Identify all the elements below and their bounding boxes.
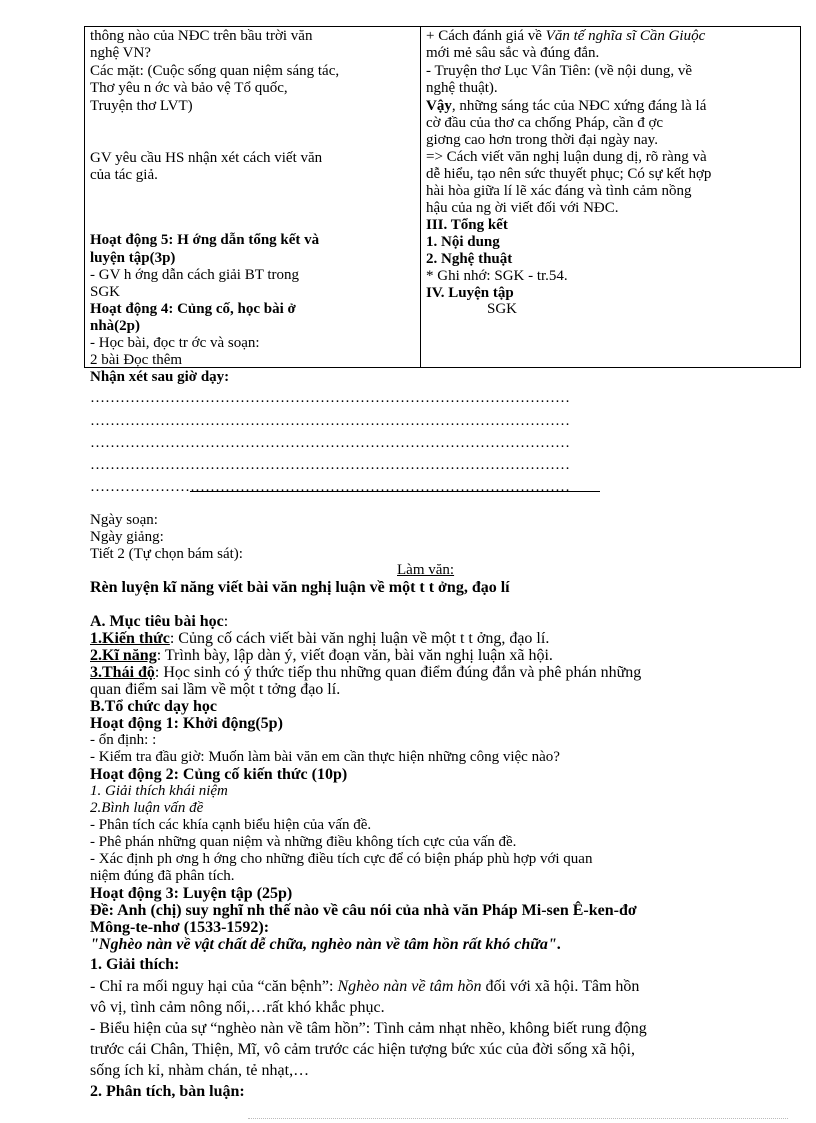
table-left-heading: Hoạt động 4: Củng cố, học bài ở xyxy=(90,301,296,317)
explain-italic: Nghèo nàn về tâm hồn xyxy=(337,978,482,995)
table-left-line: 2 bài Đọc thêm xyxy=(90,352,183,368)
table-right-line xyxy=(426,29,705,44)
table-left-heading: nhà(2p) xyxy=(90,318,141,334)
table-left-line: Truyện thơ LVT) xyxy=(90,98,193,114)
table-right-text: , những sáng tác của NĐC xứng đáng là lá xyxy=(451,98,707,114)
table-left-line: GV yêu cầu HS nhận xét cách viết văn xyxy=(90,150,323,166)
review-heading: Nhận xét sau giờ dạy: xyxy=(90,369,230,385)
table-left-line: Các mặt: (Cuộc sống quan niệm sáng tác, xyxy=(90,63,340,79)
explain-text: đối với xã hội. Tâm hồn xyxy=(481,978,640,995)
footer-rule xyxy=(248,1118,788,1119)
table-right-bold: Vậy xyxy=(426,98,452,114)
exercise-prompt: Đề: Anh (chị) suy nghĩ nh thế nào về câu nói của nhà văn Pháp Mi-sen Ê-ken-đơ xyxy=(90,902,637,919)
step-comment-issue: 2.Bình luận vấn đề xyxy=(90,800,204,816)
table-left-heading: luyện tập(3p) xyxy=(90,250,176,266)
explain-line: trước cái Chân, Thiện, Mĩ, vô cảm trước các hiện tượng bức xúc của đời sống xã hội, xyxy=(90,1041,635,1058)
quote-text: "Nghèo nàn về vật chất dễ chữa, nghèo nàn về tâm hồn rất khó chữa" xyxy=(90,936,557,953)
objective-text: : Củng cố cách viết bài văn nghị luận về một t t ởng, đạo lí. xyxy=(169,630,550,647)
objective-skills xyxy=(90,648,553,664)
analysis-heading: 2. Phân tích, bàn luận: xyxy=(90,1083,245,1100)
underline-rule xyxy=(190,491,600,492)
objective-knowledge xyxy=(90,631,549,647)
table-right-line: hậu của ng ời viết đối với NĐC. xyxy=(426,200,619,216)
table-right-line: dễ hiểu, tạo nên sức thuyết phục; Có sự kết hợp xyxy=(426,166,712,182)
table-right-heading: IV. Luyện tập xyxy=(426,285,514,301)
table-right-heading: 2. Nghệ thuật xyxy=(426,251,513,267)
table-left-line: thông nào của NĐC trên bầu trời văn xyxy=(90,28,313,44)
activity-3-heading: Hoạt động 3: Luyện tập (25p) xyxy=(90,885,293,902)
table-right-line: nghệ thuật). xyxy=(426,80,498,96)
objective-attitude-cont: quan điểm sai lầm về một t tởng đạo lí. xyxy=(90,681,341,698)
objectives-heading-text: A. Mục tiêu bài học xyxy=(90,613,224,630)
date-prepared: Ngày soạn: xyxy=(90,512,158,528)
bullet-line: - Phê phán những quan niệm và những điều không tích cực của vấn đề. xyxy=(90,834,517,850)
table-left-heading: Hoạt động 5: H ớng dẫn tổng kết và xyxy=(90,232,320,248)
organization-heading: B.Tổ chức dạy học xyxy=(90,698,217,715)
objectives-colon: : xyxy=(223,613,229,630)
stabilize-line: - ổn định: : xyxy=(90,732,157,748)
table-right-line: cờ đầu của thơ ca chống Pháp, cần đ ợc xyxy=(426,115,664,131)
explain-text: - Chỉ ra mối nguy hại của “căn bệnh”: xyxy=(90,978,338,995)
table-divider xyxy=(420,27,421,367)
objective-attitude xyxy=(90,665,641,681)
bullet-line: - Xác định ph ơng h ớng cho những điều tích cực để có biện pháp phù hợp với quan xyxy=(90,851,593,867)
exercise-prompt-cont: Mông-te-nhơ (1533-1592): xyxy=(90,919,270,936)
table-right-line: mới mẻ sâu sắc và đúng đắn. xyxy=(426,45,600,61)
review-dotted-line: …………………………………………………………………………………… xyxy=(90,413,570,429)
review-dotted-line: …………………………………………………………………………………… xyxy=(90,435,570,451)
activity-2-heading: Hoạt động 2: Củng cố kiến thức (10p) xyxy=(90,766,348,783)
quote-period: . xyxy=(556,936,561,953)
table-right-line: hài hòa giữa lí lẽ xác đáng và tình cảm nồng xyxy=(426,183,692,199)
objective-text: : Trình bày, lập dàn ý, viết đoạn văn, bài văn nghị luận xã hội. xyxy=(156,647,553,664)
table-right-italic: Văn tế nghĩa sĩ Cần Giuộc xyxy=(545,28,706,44)
review-dotted-line: …………………………………………………………………………………… xyxy=(90,479,570,495)
objective-label: 2.Kĩ năng xyxy=(90,647,157,664)
table-right-line: => Cách viết văn nghị luận dung dị, rõ ràng và xyxy=(426,149,707,165)
table-left-line: Thơ yêu n ớc và bảo vệ Tổ quốc, xyxy=(90,80,288,96)
table-right-text: + Cách đánh giá về xyxy=(426,28,546,44)
check-line: - Kiểm tra đầu giờ: Muốn làm bài văn em cần thực hiện những công việc nào? xyxy=(90,749,560,765)
step-explain-concept: 1. Giải thích khái niệm xyxy=(90,783,228,799)
explain-line xyxy=(90,979,639,995)
table-left-line: nghệ VN? xyxy=(90,45,151,61)
table-right-heading: 1. Nội dung xyxy=(426,234,500,250)
bullet-line: - Phân tích các khía cạnh biểu hiện của vấn đề. xyxy=(90,817,372,833)
objective-label: 1.Kiến thức xyxy=(90,630,170,647)
explain-line: vô vị, tình cảm nông nổi,…rất khó khắc phục. xyxy=(90,999,385,1016)
date-taught: Ngày giảng: xyxy=(90,529,164,545)
table-right-line: * Ghi nhớ: SGK - tr.54. xyxy=(426,268,568,284)
explain-line: - Biểu hiện của sự “nghèo nàn về tâm hồn”: Tình cảm nhạt nhẽo, không biết rung động xyxy=(90,1020,647,1037)
explain-heading: 1. Giải thích: xyxy=(90,956,180,973)
table-right-line: - Truyện thơ Lục Vân Tiên: (về nội dung, về xyxy=(426,63,692,79)
objective-text: : Học sinh có ý thức tiếp thu những quan điểm đúng đắn và phê phán những xyxy=(154,664,642,681)
objectives-heading xyxy=(90,614,228,630)
review-dotted-line: …………………………………………………………………………………… xyxy=(90,390,570,406)
table-right-line xyxy=(426,99,706,114)
lesson-period: Tiết 2 (Tự chọn bám sát): xyxy=(90,546,243,562)
activity-1-heading: Hoạt động 1: Khởi động(5p) xyxy=(90,715,283,732)
table-left-line: của tác giả. xyxy=(90,167,158,183)
lesson-title: Rèn luyện kĩ năng viết bài văn nghị luận về một t t ởng, đạo lí xyxy=(90,579,510,596)
explain-line: sống ích kỉ, nhàm chán, tẻ nhạt,… xyxy=(90,1062,310,1079)
table-right-line: SGK xyxy=(487,301,518,317)
table-left-line: - Học bài, đọc tr ớc và soạn: xyxy=(90,335,260,351)
table-left-line: - GV h ớng dẫn cách giải BT trong xyxy=(90,267,300,283)
table-right-heading: III. Tổng kết xyxy=(426,217,508,233)
table-right-line: giơng cao hơn trong thời đại ngày nay. xyxy=(426,132,658,148)
exercise-quote xyxy=(90,937,561,953)
lesson-subject: Làm văn: xyxy=(397,562,455,578)
review-dotted-line: …………………………………………………………………………………… xyxy=(90,457,570,473)
table-left-line: SGK xyxy=(90,284,121,300)
objective-label: 3.Thái độ xyxy=(90,664,155,681)
bullet-line-cont: niệm đúng đã phân tích. xyxy=(90,868,235,884)
